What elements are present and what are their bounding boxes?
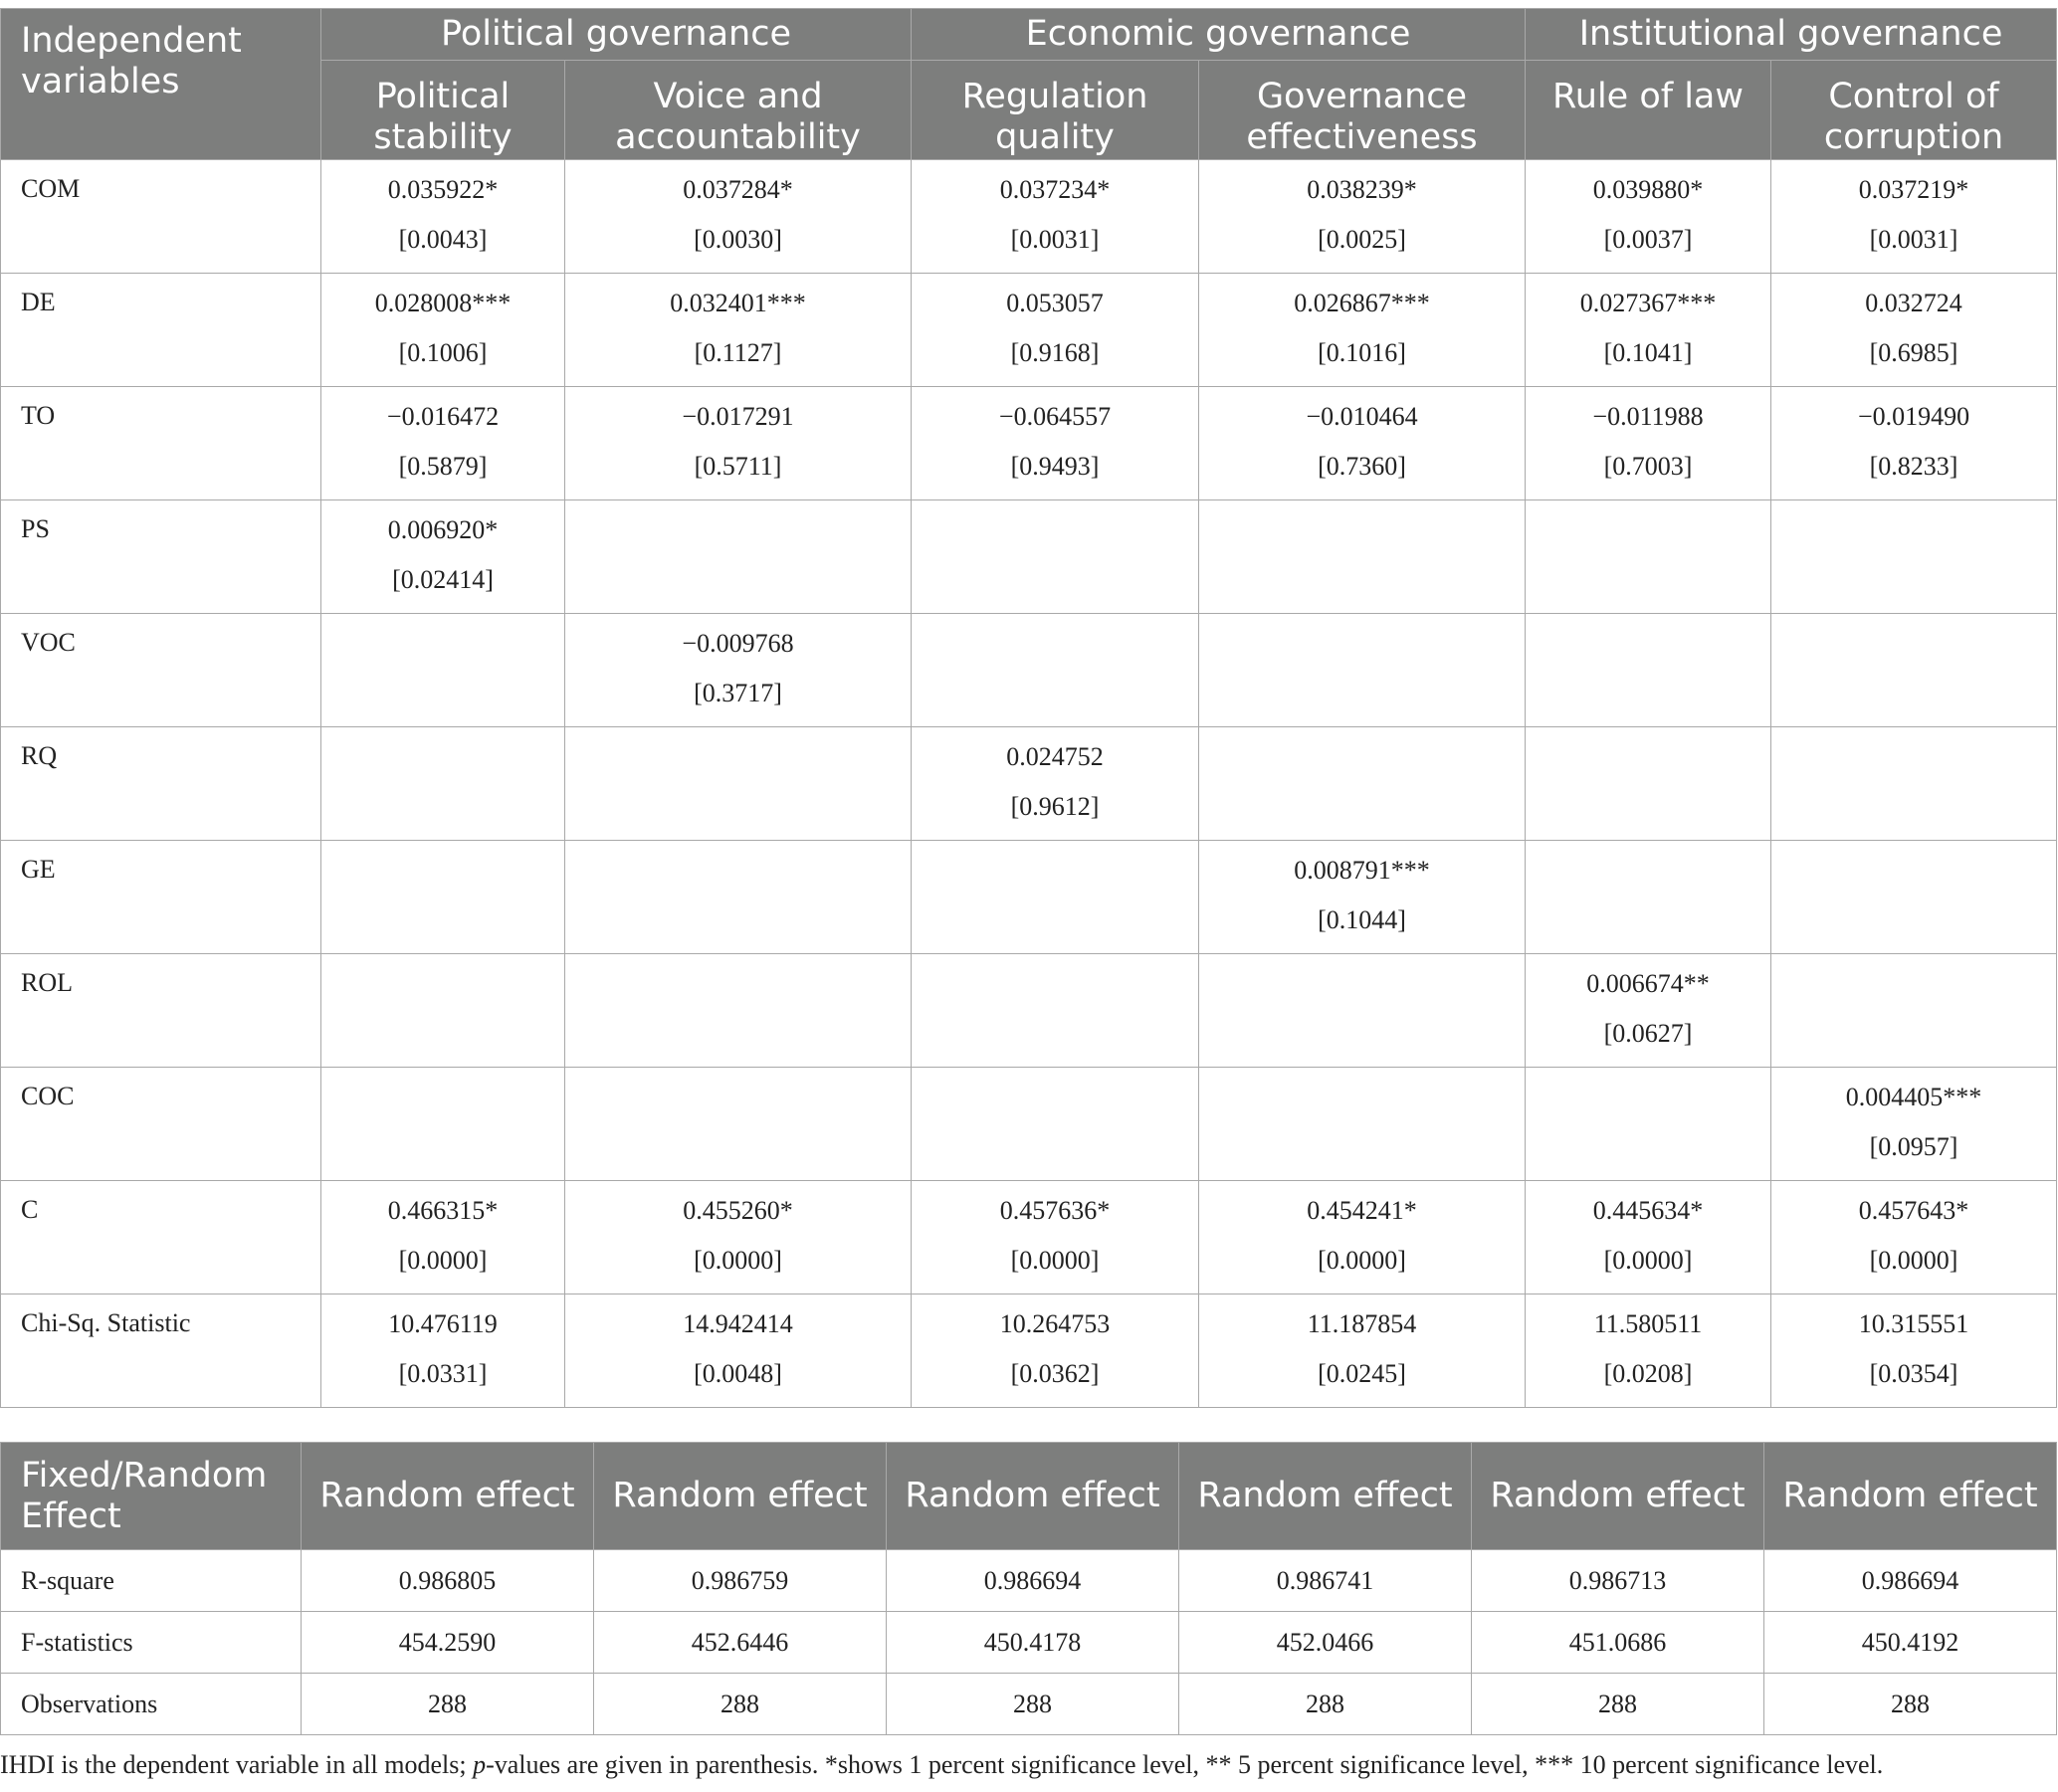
coefficient-value: 0.466315* — [387, 1196, 499, 1225]
p-value: [0.0025] — [1318, 225, 1406, 254]
table-cell — [1771, 160, 2057, 274]
p-value: [0.0000] — [1603, 1246, 1693, 1275]
table-cell — [1526, 387, 1771, 500]
p-value: [0.0031] — [1869, 225, 1958, 254]
coefficient-value: 0.008791*** — [1294, 856, 1430, 885]
table-cell — [1199, 727, 1526, 841]
p-value: [0.0031] — [1010, 225, 1100, 254]
table-cell — [565, 954, 912, 1068]
table-row — [1, 1068, 2057, 1181]
table-cell — [1526, 1068, 1771, 1181]
p-value: [0.0957] — [1869, 1132, 1958, 1161]
row-label — [1, 274, 321, 387]
row-label — [1, 1181, 321, 1294]
coefficient-value: −0.010464 — [1306, 402, 1418, 431]
row-label: R-square — [1, 1550, 302, 1612]
coefficient-value: −0.064557 — [998, 402, 1112, 431]
coefficient-value: 10.476119 — [388, 1309, 498, 1338]
table-cell — [321, 727, 565, 841]
table-row — [1, 1181, 2057, 1294]
col-header-governance-effectiveness: Governance effectiveness — [1199, 61, 1526, 160]
table-cell: 288 — [887, 1674, 1179, 1735]
table-cell — [1199, 500, 1526, 614]
table-cell — [1771, 500, 2057, 614]
table-row — [1, 1674, 2057, 1735]
p-value: [0.1044] — [1318, 905, 1406, 934]
coefficient-value: 0.445634* — [1592, 1196, 1704, 1225]
coefficient-value: 10.264753 — [999, 1309, 1111, 1338]
row-label — [1, 954, 321, 1068]
table-cell — [321, 614, 565, 727]
effect-type-header: Random effect — [1764, 1443, 2057, 1550]
p-value: [0.0354] — [1869, 1359, 1958, 1388]
col-header-voice-accountability: Voice and accountability — [565, 61, 912, 160]
table-cell: 0.986694 — [887, 1550, 1179, 1612]
p-value: [0.1127] — [694, 338, 782, 367]
p-value: [0.0000] — [398, 1246, 488, 1275]
coefficient-value: 0.457643* — [1858, 1196, 1969, 1225]
p-value: [0.0627] — [1603, 1019, 1693, 1048]
table-cell — [1771, 841, 2057, 954]
p-value: [0.3717] — [694, 679, 782, 707]
table-cell — [1771, 1068, 2057, 1181]
row-label-text: Chi-Sq. Statistic — [21, 1308, 191, 1337]
table-cell — [565, 727, 912, 841]
row-label-text: VOC — [21, 628, 76, 657]
table-cell — [1199, 614, 1526, 727]
table-cell — [1199, 841, 1526, 954]
coefficient-value: 0.457636* — [999, 1196, 1111, 1225]
table-cell — [912, 614, 1199, 727]
coefficient-value: 0.039880* — [1592, 175, 1704, 204]
p-value: [0.0030] — [694, 225, 782, 254]
coefficient-value: 0.026867*** — [1294, 289, 1430, 317]
table-cell — [1526, 841, 1771, 954]
table-cell: 450.4192 — [1764, 1612, 2057, 1674]
p-value: [0.0000] — [1010, 1246, 1100, 1275]
coefficient-value: 0.028008*** — [374, 289, 512, 317]
table-cell — [1526, 614, 1771, 727]
table-cell — [321, 387, 565, 500]
table-row — [1, 160, 2057, 274]
coefficient-value: 0.032724 — [1865, 289, 1962, 317]
table-cell — [565, 160, 912, 274]
coefficient-value: 0.037284* — [683, 175, 793, 204]
table-row — [1, 841, 2057, 954]
table-cell: 454.2590 — [302, 1612, 594, 1674]
p-value: [0.0000] — [1318, 1246, 1406, 1275]
table-cell: 0.986713 — [1472, 1550, 1764, 1612]
table-cell: 288 — [1764, 1674, 2057, 1735]
table-row — [1, 1612, 2057, 1674]
coefficient-value: 0.024752 — [1006, 742, 1104, 771]
fixed-random-header: Fixed/Random Effect — [1, 1443, 302, 1550]
row-label-text: COM — [21, 174, 81, 203]
p-value: [0.7003] — [1603, 452, 1693, 481]
table-cell — [321, 954, 565, 1068]
corner-header: Independent variables — [1, 9, 321, 160]
coefficient-value: −0.011988 — [1592, 402, 1704, 431]
table-cell: 452.0466 — [1179, 1612, 1472, 1674]
row-label-text: TO — [21, 401, 56, 430]
coefficient-value: 0.032401*** — [670, 289, 806, 317]
coefficient-value: 0.004405*** — [1845, 1083, 1982, 1111]
table-cell: 0.986805 — [302, 1550, 594, 1612]
table-cell — [1771, 274, 2057, 387]
p-value: [0.5711] — [694, 452, 782, 481]
table-cell — [321, 274, 565, 387]
table-cell — [1771, 727, 2057, 841]
coefficient-value: −0.009768 — [682, 629, 794, 658]
table-cell — [1199, 387, 1526, 500]
table-row — [1, 954, 2057, 1068]
table-cell: 288 — [1472, 1674, 1764, 1735]
coefficient-value: 0.037234* — [999, 175, 1111, 204]
table-cell — [565, 500, 912, 614]
table-cell — [912, 500, 1199, 614]
model-summary-table — [0, 1442, 2057, 1735]
p-value: [0.02414] — [392, 565, 494, 594]
footnote-part2: -values are given in parenthesis. *shows 1 percent significance level, ** 5 percent significance level, *** 10 percent significance level. — [486, 1750, 1884, 1779]
row-label-text: DE — [21, 288, 56, 316]
table-cell: 288 — [1179, 1674, 1472, 1735]
table-cell: 451.0686 — [1472, 1612, 1764, 1674]
effect-type-header: Random effect — [594, 1443, 887, 1550]
group-header-political: Political governance — [321, 9, 912, 61]
table-cell — [1526, 727, 1771, 841]
row-label-text: GE — [21, 855, 56, 884]
table-cell — [1526, 500, 1771, 614]
row-label: Observations — [1, 1674, 302, 1735]
p-value: [0.9168] — [1010, 338, 1100, 367]
effect-type-header: Random effect — [302, 1443, 594, 1550]
table-cell — [1199, 1068, 1526, 1181]
table-cell — [912, 387, 1199, 500]
row-label-text: COC — [21, 1082, 75, 1110]
p-value: [0.7360] — [1318, 452, 1406, 481]
table-row — [1, 727, 2057, 841]
coefficient-value: 0.027367*** — [1579, 289, 1717, 317]
table-cell — [1771, 387, 2057, 500]
table-cell: 288 — [594, 1674, 887, 1735]
table-row — [1, 387, 2057, 500]
coefficient-value: −0.019490 — [1857, 402, 1970, 431]
table-cell — [1771, 1181, 2057, 1294]
coefficient-value: −0.016472 — [386, 402, 500, 431]
row-label: F-statistics — [1, 1612, 302, 1674]
table-row — [1, 500, 2057, 614]
effect-type-header: Random effect — [887, 1443, 1179, 1550]
table-cell — [1771, 954, 2057, 1068]
p-value: [0.5879] — [398, 452, 488, 481]
regression-table — [0, 8, 2057, 1408]
coefficient-value: 0.037219* — [1858, 175, 1969, 204]
coefficient-value: 0.006674** — [1586, 969, 1710, 998]
row-label-text: ROL — [21, 968, 73, 997]
table-cell — [321, 1068, 565, 1181]
table-cell — [912, 1294, 1199, 1408]
table-cell — [565, 1068, 912, 1181]
coefficient-value: −0.017291 — [682, 402, 794, 431]
table-cell — [321, 1294, 565, 1408]
coefficient-value: 10.315551 — [1858, 1309, 1969, 1338]
group-header-economic: Economic governance — [912, 9, 1526, 61]
row-label — [1, 727, 321, 841]
table-cell — [1199, 1181, 1526, 1294]
table-cell — [1771, 1294, 2057, 1408]
col-header-regulation-quality: Regulation quality — [912, 61, 1199, 160]
row-label-text: PS — [21, 514, 50, 543]
table-cell — [1526, 1294, 1771, 1408]
effect-type-header: Random effect — [1179, 1443, 1472, 1550]
col-header-control-of-corruption: Control of corruption — [1771, 61, 2057, 160]
p-value: [0.0000] — [694, 1246, 782, 1275]
table-row — [1, 274, 2057, 387]
table-cell: 452.6446 — [594, 1612, 887, 1674]
coefficient-value: 0.053057 — [1006, 289, 1104, 317]
row-label — [1, 841, 321, 954]
table-cell — [321, 841, 565, 954]
p-value: [0.0362] — [1010, 1359, 1100, 1388]
p-value: [0.0000] — [1869, 1246, 1958, 1275]
p-value: [0.1006] — [398, 338, 488, 367]
p-value: [0.0331] — [398, 1359, 488, 1388]
table-cell — [1526, 954, 1771, 1068]
table-cell — [565, 1181, 912, 1294]
table-row — [1, 1294, 2057, 1408]
p-value: [0.0208] — [1603, 1359, 1693, 1388]
table-cell — [565, 841, 912, 954]
table-cell: 0.986741 — [1179, 1550, 1472, 1612]
table-cell — [565, 387, 912, 500]
table-cell — [1199, 160, 1526, 274]
p-value: [0.1041] — [1603, 338, 1693, 367]
table-cell — [565, 1294, 912, 1408]
footnote-part1: IHDI is the dependent variable in all models; — [0, 1750, 474, 1779]
table-cell: 0.986694 — [1764, 1550, 2057, 1612]
p-value: [0.0043] — [398, 225, 488, 254]
row-label-text: C — [21, 1195, 39, 1224]
table-cell — [912, 274, 1199, 387]
coefficient-value: 11.580511 — [1593, 1309, 1703, 1338]
table-cell — [1199, 954, 1526, 1068]
col-header-political-stability: Political stability — [321, 61, 565, 160]
table-cell — [1526, 160, 1771, 274]
p-value: [0.8233] — [1869, 452, 1958, 481]
footnote-p-italic: p — [473, 1750, 487, 1779]
col-header-rule-of-law: Rule of law — [1526, 61, 1771, 160]
table-cell — [1526, 274, 1771, 387]
table-row — [1, 614, 2057, 727]
table-cell — [912, 954, 1199, 1068]
coefficient-value: 11.187854 — [1307, 1309, 1417, 1338]
coefficient-value: 14.942414 — [683, 1309, 793, 1338]
table-cell — [565, 614, 912, 727]
table-cell: 0.986759 — [594, 1550, 887, 1612]
table-footnote — [0, 1750, 2058, 1780]
coefficient-value: 0.455260* — [683, 1196, 793, 1225]
table-cell — [1771, 614, 2057, 727]
group-header-institutional: Institutional governance — [1526, 9, 2057, 61]
coefficient-value: 0.006920* — [387, 515, 499, 544]
table-cell — [321, 160, 565, 274]
row-label — [1, 500, 321, 614]
table-cell — [912, 1068, 1199, 1181]
table-cell — [321, 500, 565, 614]
table-cell — [912, 841, 1199, 954]
table-cell — [1526, 1181, 1771, 1294]
p-value: [0.6985] — [1869, 338, 1958, 367]
p-value: [0.0037] — [1603, 225, 1693, 254]
table-cell — [565, 274, 912, 387]
row-label-text: RQ — [21, 741, 58, 770]
coefficient-value: 0.035922* — [387, 175, 499, 204]
coefficient-value: 0.038239* — [1307, 175, 1417, 204]
row-label — [1, 160, 321, 274]
effect-type-header: Random effect — [1472, 1443, 1764, 1550]
table-row — [1, 1550, 2057, 1612]
p-value: [0.0048] — [694, 1359, 782, 1388]
row-label — [1, 387, 321, 500]
row-label — [1, 614, 321, 727]
table-cell — [912, 160, 1199, 274]
p-value: [0.1016] — [1318, 338, 1406, 367]
row-label — [1, 1068, 321, 1181]
table-cell — [912, 727, 1199, 841]
table-cell — [321, 1181, 565, 1294]
row-label — [1, 1294, 321, 1408]
p-value: [0.9493] — [1010, 452, 1100, 481]
table-cell — [1199, 274, 1526, 387]
table-cell — [1199, 1294, 1526, 1408]
p-value: [0.9612] — [1010, 792, 1100, 821]
p-value: [0.0245] — [1318, 1359, 1406, 1388]
table-cell: 288 — [302, 1674, 594, 1735]
table-cell: 450.4178 — [887, 1612, 1179, 1674]
table-cell — [912, 1181, 1199, 1294]
coefficient-value: 0.454241* — [1307, 1196, 1417, 1225]
